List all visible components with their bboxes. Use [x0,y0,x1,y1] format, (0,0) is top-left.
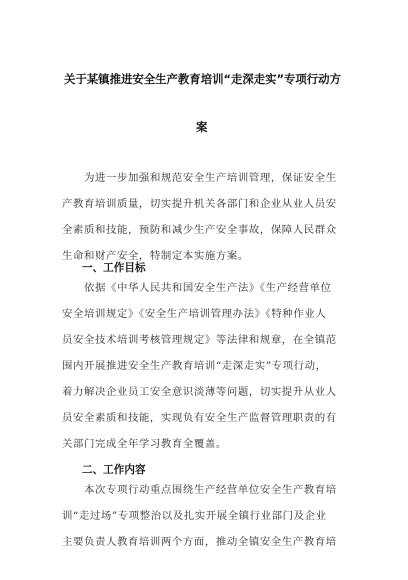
intro-paragraph [62,165,352,269]
section-1-line: 关部门完成全年学习教育全覆盖。 [62,438,227,450]
section-1-line: 依据《中华人民共和国安全生产法》《生产经营单位 [84,282,332,294]
section-1-line: 安全培训规定》《安全生产培训管理办法》《特种作业人 [62,308,327,320]
section-2-line: 训“走过场”专项整治以及扎实开展全镇行业部门及企业 [62,510,327,522]
intro-line: 生命和财产安全，特制定本实施方案。 [62,250,249,262]
section-2-line: 本次专项行动重点围绕生产经营单位安全生产教育培 [84,484,337,496]
section-1-paragraph [62,275,352,457]
section-1-heading: 一、工作目标 [82,262,146,274]
document-title-line-1: 关于某镇推进安全生产教育培训“走深走实”专项行动方 [64,72,341,86]
section-1-line: 围内开展推进安全生产教育培训“走深走实”专项行动， [62,360,327,372]
intro-line: 为进一步加强和规范安全生产培训管理，保证安全生 [84,172,337,184]
section-2-line: 主要负责人教育培训两个方面，推动全镇安全生产教育培 [62,536,337,548]
section-2-heading: 二、工作内容 [82,464,146,476]
section-1-line: 员安全技术培训考核管理规定》等法律和规章，在全镇范 [62,334,337,346]
intro-line: 产教育培训质量，切实提升机关各部门和企业从业人员安 [62,198,337,210]
intro-line: 全素质和技能，预防和减少生产安全事故，保障人民群众 [62,224,337,236]
section-1-line: 着力解决企业员工安全意识淡薄等问题，切实提升从业人 [62,386,337,398]
section-1-line: 员安全素质和技能，实现负有安全生产监督管理职责的有 [62,412,337,424]
document-title-line-2: 案 [196,120,208,134]
section-2-paragraph [62,477,352,555]
